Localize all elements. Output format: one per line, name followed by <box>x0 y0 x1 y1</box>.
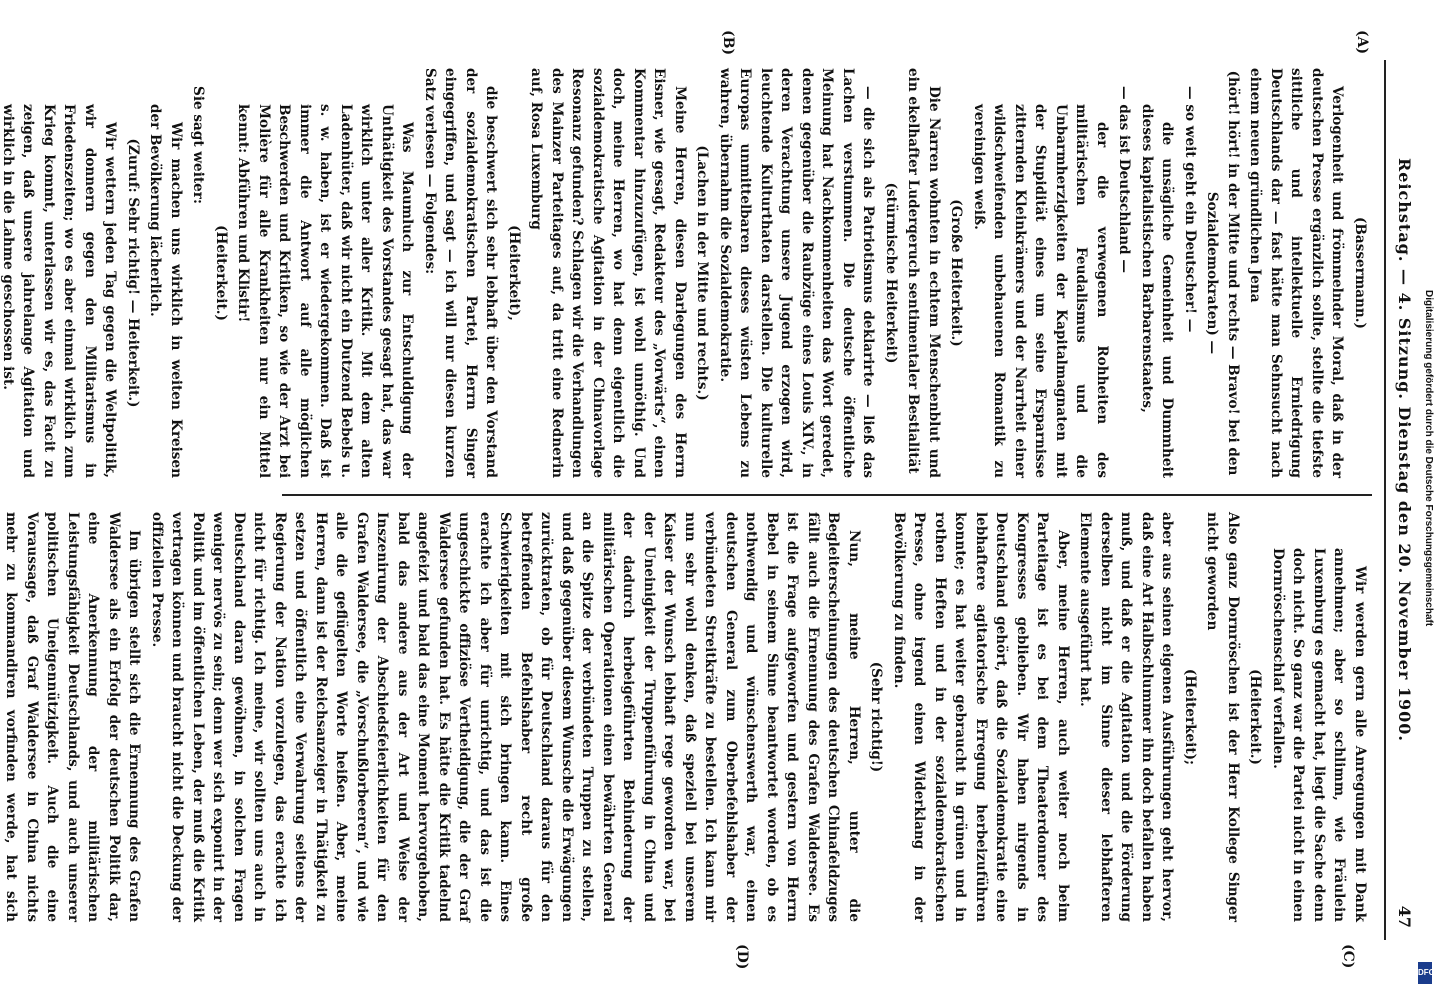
right-column-paragraph: (Heiterkeit.) <box>1247 669 1264 765</box>
left-column-paragraph: — so weit geht ein Deutscher! — <box>1182 86 1198 333</box>
left-column-paragraph: (Zuruf: Sehr richtig! — Heiterkeit.) <box>125 138 141 408</box>
dfg-logo: DFG <box>1418 962 1432 984</box>
running-title: Reichstag. — 4. Sitzung. Dienstag den 20. November 1900. <box>1395 157 1414 742</box>
left-column-paragraph: (Heiterkeit), <box>506 225 522 321</box>
left-column-paragraph: Die Narren wohnten in echtem Menschenblut und ein ekelhafter Luderqeruch sentimentaler Bestialität <box>905 68 942 478</box>
left-column-paragraph: Was Maumluch zur Entschuldigung der Unthätigkeit des Vorstandes gesagt hat, das war wirklich unter aller Kritik. Mit dem alten Ladenhüter, daß wir nicht ein Dutzend Bebels u. s. w. haben, ist er wiedergekommen. Daß ist immer die Antwort auf alle möglichen Beschwerden und Kritiken, so wie der Arzt bei Molière für alle Krankheiten nur ein Mittel kennt: Abführen und Klistir! <box>235 104 416 478</box>
left-column <box>0 68 1370 478</box>
right-column-paragraph: Wir werden gern alle Anregungen mit Dank annehmen; aber so schlimm, wie Fräulein Luxemburg es gemacht hat, liegt die Sache denn doch nicht. So ganz war die Partei nicht in einen Dornröschenschlaf verfallen. <box>1270 548 1368 922</box>
left-column-paragraph: (Heiterkeit.) <box>213 225 229 321</box>
left-column-paragraph: Verlogenheit und frömmelnder Moral, daß in der deutschen Presse ergänzlich sollte, stellte die tiefste sittliche und intellektuelle Erniedrigung Deutschlands dar — fast hätte man Sehnsucht nach einem neuen gründlichen Jena <box>1247 68 1346 478</box>
digitization-credit: Digitalisierung gefördert durch die Deutsche Forschungsgemeinschaft <box>1423 290 1434 627</box>
header-rule <box>1384 60 1386 940</box>
left-column-paragraph: die beschwert sich sehr lebhaft über den Vorstand der sozialdemokratischen Partei, Herrn Singer eingegriffen, und sagt — ich will nur diesen kurzen Satz verlesen — Folgendes: <box>422 68 500 478</box>
left-column-paragraph: Sie sagt weiter: <box>190 86 207 204</box>
margin-marker-c: (C) <box>1340 944 1356 969</box>
page-number: 47 <box>1395 905 1414 928</box>
left-column-paragraph: (Große Heiterkeit.) <box>948 199 965 347</box>
right-column-paragraph: Also ganz Dornröschen ist der Herr Kollege Singer nicht geworden <box>1204 512 1241 922</box>
right-column-paragraph: Aber, meine Herren, auch weiter noch beim Parteitage ist es bei dem Theaterdonner des Kongresses geblieben. Wir haben nirgends in Deutschland gehört, daß die Sozialdemokratie eine lebhaftere agitatorische Erregung herbeizuführen konnte; es hat weiter gebraucht in grünen und in rothen Heften und in der sozialdemokratischen Presse, ohne irgend einen Widerklang in der Bevölkerung zu finden. <box>891 512 1071 922</box>
left-column-paragraph: — die sich als Patriotismus deklarirte — ließ das Lachen verstummen. Die deutsche öffentliche Meinung hat Nachkommenheiten das Wort geredet, denen gegenüber die Raubzüge eines Louis XIV., in deren Verachtung unsere Jugend erzogen wird, leuchtende Kulturthaten darstellen. Die kulturelle Europas unmittelbaren dieses wüsten Lebens zu wahren, übernahm die Sozialdemokratie. <box>717 68 877 478</box>
left-column-paragraph: die unsägliche Gemeinheit und Dummheit dieses kapitalistischen Barbarenstaates, <box>1139 104 1176 478</box>
margin-marker-b: (B) <box>720 30 736 56</box>
right-column-paragraph: Nun, meine Herren, unter die Begleiterscheinungen des deutschen Chinafeldzuges fällt auch die Ernennung des Grafen Waldersee. Es ist die Frage aufgeworfen und gestern von Herrn Bebel in seinem Sinne beantwortet worden, ob es nothwendig und wünschenswerth war, einen deutschen General zum Oberbefehlshaber der verbündeten Streitkräfte zu bestellen. Ich kann mir nun sehr wohl denken, daß speziell bei unserem Kaiser der Wunsch lebhaft rege geworden war, bei der Uneinigkeit der Truppenführung in China und der dadurch herbeigeführten Behinderung der militärischen Operationen einen bewährten General an die Spitze der verbündeten Truppen zu stellen, und daß gegenüber diesem Wunsche die Erwägungen zurücktraten, ob für Deutschland daraus für den betreffenden Befehlshaber recht große Schwierigkeiten mit sich bringen kann. Eines erachte ich aber für unrichtig, und das ist die ungeschickte offiziöse Vertheidigung, die der Graf Waldersee gefunden hat. Es hätte die Kritik tadelnd angefeizt und bald das eine Moment hervorgehoben, bald das andere aus der Art und Weise der Inszenirung der Abschiedsfeierlichkeiten für den Grafen Waldersee, die „Vorschußlorbeeren“, und wie alle die geflügelten Worte heißen. Aber, meine Herren, dann ist der Reichsanzeiger in Thätigkeit zu setzen und öffentlich eine Verwahrung seitens der Regierung der Nation vorzulegen, das erachte ich nicht für richtig. Ich meine, wir sollten uns auch in Deutschland daran gewöhnen, in solchen Fragen weniger nervös zu sein; denn wer sich exponirt in der Politik und im öffentlichen Leben, der muß die Kritik vertragen können und braucht nicht die Deckung der offiziellen Presse. <box>149 512 862 922</box>
page-header <box>1384 0 1420 1000</box>
left-column-paragraph: — das ist Deutschland — <box>1116 86 1133 273</box>
left-column-paragraph: der die verwegenen Rohheiten des militärischen Feudalismus und die Unbarmherzigkeiten der Kapitalmagnaten mit der Stupidität eines um seine Ersparnisse zitternden Kleinkrämers und der Narrheit einer wildschweifenden unbehauenen Romantik zu vereinigen weiß. <box>971 104 1110 478</box>
left-column-paragraph: (stürmische Heiterkeit) <box>883 182 899 364</box>
right-column <box>3 512 1370 922</box>
right-column-paragraph: aber aus seinen eigenen Ausführungen geht hervor, daß eine Art Halbschlummer ihn doch befallen haben muß, und daß er die Agitation und die Förderung derselben nicht im Sinne dieser lebhafteren Elemente ausgeführt hat. <box>1077 512 1176 922</box>
digitization-sidebar <box>1416 290 1434 990</box>
right-column-paragraph: (Heiterkeit); <box>1182 668 1198 766</box>
margin-marker-d: (D) <box>734 944 750 970</box>
column-divider <box>282 494 1372 496</box>
left-column-paragraph: Wir machen uns wirklich in weiten Kreisen der Bevölkerung lächerlich. <box>147 104 184 478</box>
left-column-paragraph: Wir wettern jeden Tag gegen die Weltpolitik, wir donnern gegen den Militarismus in Friedenszeiten; wo es aber einmal wirklich zum Krieg kommt, unterlassen wir es, das Facit zu zeigen, daß unsere jahrelange Agitation und wirklich in die Lahme geschossen ist. <box>0 104 119 478</box>
right-column-paragraph: (Sehr richtig!) <box>868 661 885 773</box>
left-column-paragraph: (Bassermann.) <box>1352 217 1368 329</box>
right-column-paragraph: Im übrigen stellt sich die Ernennung des Grafen Waldersee als ein Erfolg der deutschen Politik dar, eine Anerkennung der militärischen Leistungsfähigkeit Deutschlands, und auch unserer politischen Uneigennützigkeit. Auch die eine Voraussage, daß Graf Waldersee in China nichts mehr zu kommandiren vorfinden werde, hat sich <box>3 512 143 922</box>
left-column-paragraph: (hört! hört! in der Mitte und rechts — Bravo! bei den Sozialdemokraten) — <box>1204 70 1241 476</box>
margin-marker-a: (A) <box>1354 30 1370 55</box>
left-column-paragraph: Meine Herren, diesen Darlegungen des Herrn Eisner, wie gesagt, Redakteur des „Vorwärts“, einen Kommentar hinzuzufügen, ist wohl unnöthig. Und doch, meine Herren, wo hat denn eigentlich die sozialdemokratische Agitation in der Chinavorlage Resonanz gefunden? Schlagen wir die Verhandlungen des Mainzer Parteitages auf, da tritt eine Rednerin auf, Rosa Luxemburg <box>528 68 688 478</box>
left-column-paragraph: (Lachen in der Mitte und rechts.) <box>694 145 711 401</box>
